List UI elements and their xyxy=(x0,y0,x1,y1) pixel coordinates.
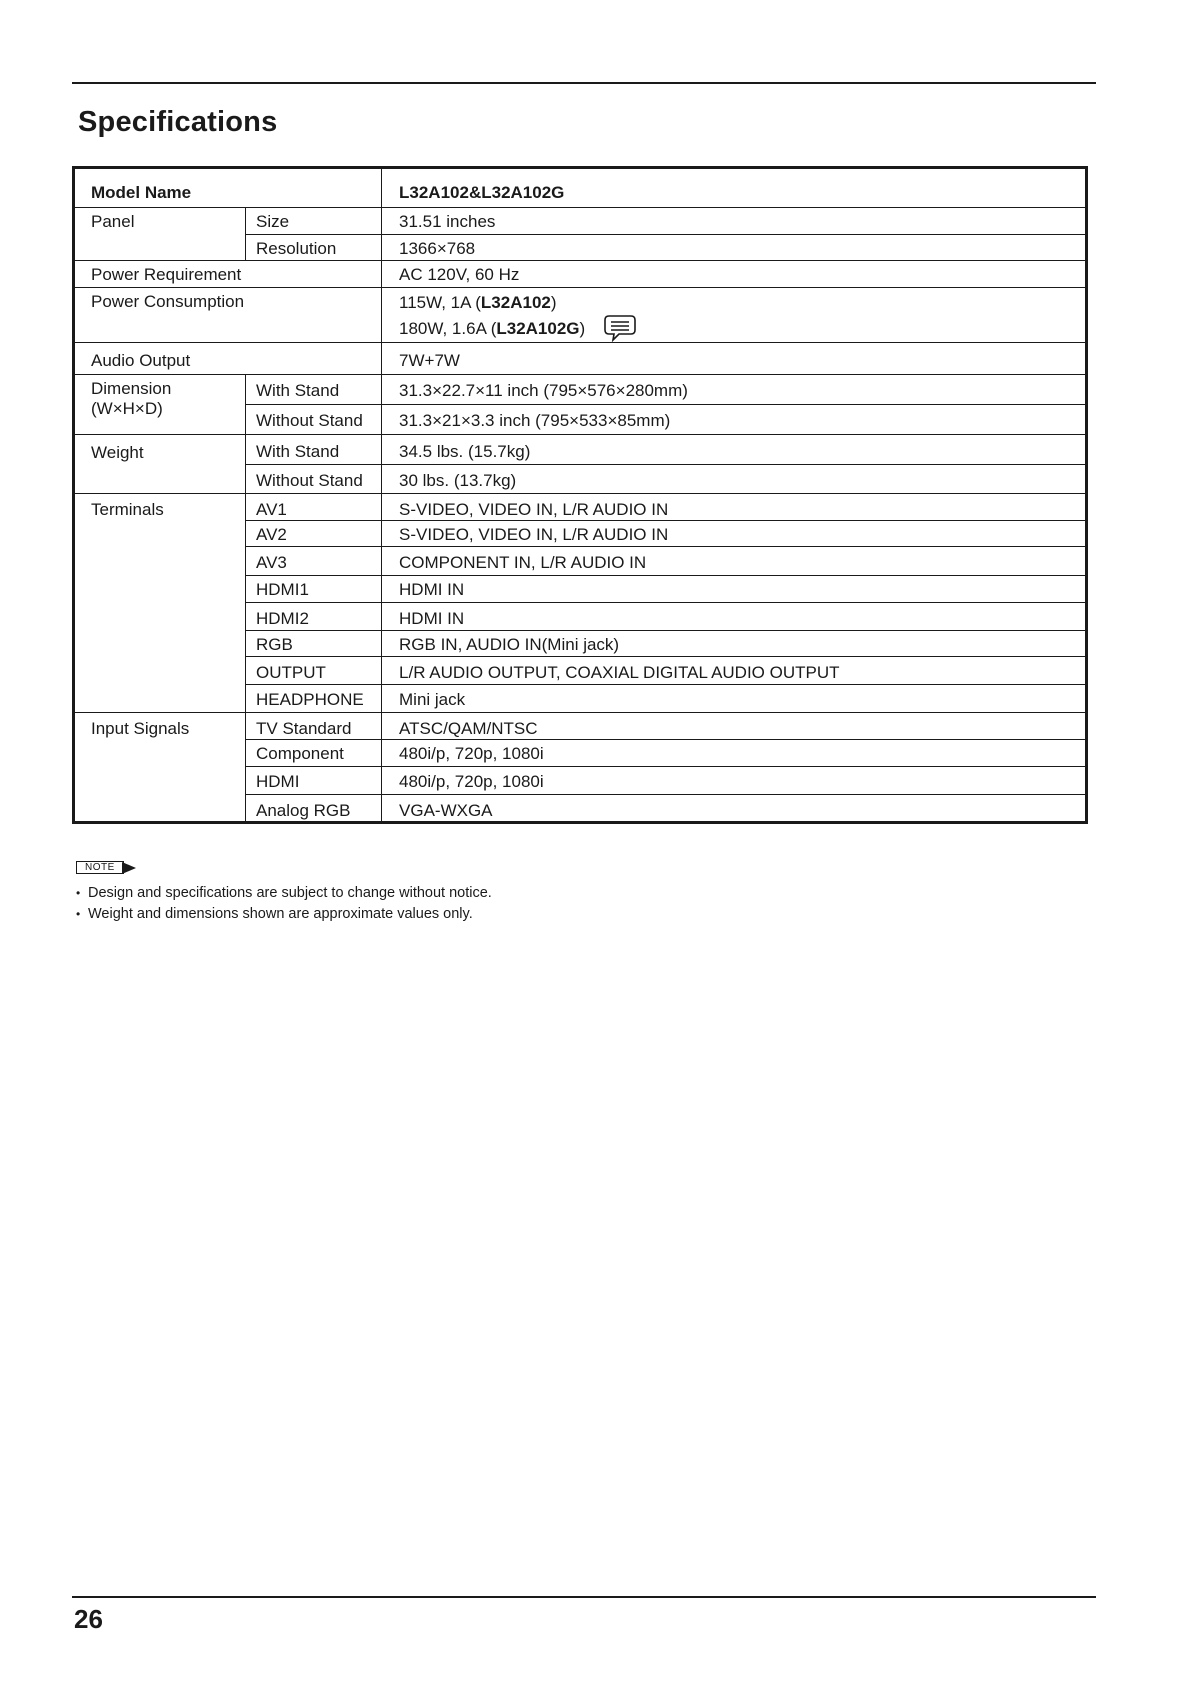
table-row xyxy=(74,374,1087,404)
dimension-label-line-2: (W×H×D) xyxy=(91,398,163,418)
input-signal-name: Analog RGB xyxy=(246,794,382,822)
audio-output-label: Audio Output xyxy=(74,342,382,374)
input-signal-value: 480i/p, 720p, 1080i xyxy=(382,740,1087,767)
power-requirement-label: Power Requirement xyxy=(74,261,382,288)
terminal-value: COMPONENT IN, L/R AUDIO IN xyxy=(382,547,1087,576)
terminal-name: HEADPHONE xyxy=(246,685,382,713)
terminal-name: OUTPUT xyxy=(246,657,382,685)
input-signal-value: ATSC/QAM/NTSC xyxy=(382,713,1087,740)
power-consumption-line-2 xyxy=(399,314,1085,342)
terminal-value: Mini jack xyxy=(382,685,1087,713)
table-row xyxy=(74,208,1087,235)
power-consumption-line-1-model: L32A102 xyxy=(480,292,551,312)
power-consumption-line-1 xyxy=(399,292,1085,314)
table-row xyxy=(74,713,1087,740)
audio-output-value: 7W+7W xyxy=(382,342,1087,374)
specifications-table xyxy=(72,166,1088,824)
input-signal-value: 480i/p, 720p, 1080i xyxy=(382,766,1087,794)
terminals-label: Terminals xyxy=(74,493,246,713)
weight-with-stand-value: 34.5 lbs. (15.7kg) xyxy=(382,434,1087,464)
dimension-with-stand-label: With Stand xyxy=(246,374,382,404)
terminal-value: HDMI IN xyxy=(382,602,1087,630)
table-row xyxy=(74,287,1087,342)
note-text: Weight and dimensions shown are approximate values only. xyxy=(88,905,473,922)
note-item xyxy=(76,883,492,904)
model-name-label: Model Name xyxy=(74,168,382,208)
dimension-without-stand-label: Without Stand xyxy=(246,404,382,434)
dimension-without-stand-value: 31.3×21×3.3 inch (795×533×85mm) xyxy=(382,404,1087,434)
terminal-value: RGB IN, AUDIO IN(Mini jack) xyxy=(382,630,1087,657)
terminal-value: HDMI IN xyxy=(382,576,1087,603)
power-consumption-line-1-prefix: 115W, 1A ( xyxy=(399,292,481,312)
panel-resolution-label: Resolution xyxy=(246,234,382,261)
bullet-icon: • xyxy=(76,885,81,900)
page-number: 26 xyxy=(74,1604,103,1634)
terminal-name: HDMI2 xyxy=(246,602,382,630)
panel-size-label: Size xyxy=(246,208,382,235)
note-box: NOTE xyxy=(76,861,124,874)
terminal-name: AV3 xyxy=(246,547,382,576)
power-consumption-line-2-model: L32A102G xyxy=(496,318,580,338)
bottom-rule xyxy=(72,1596,1096,1598)
power-consumption-line-2-suffix: ) xyxy=(579,318,586,338)
terminal-value: L/R AUDIO OUTPUT, COAXIAL DIGITAL AUDIO OUTPUT xyxy=(382,657,1087,685)
table-row xyxy=(74,342,1087,374)
power-consumption-value xyxy=(382,287,1087,342)
panel-resolution-value: 1366×768 xyxy=(382,234,1087,261)
weight-with-stand-label: With Stand xyxy=(246,434,382,464)
table-row xyxy=(74,434,1087,464)
power-consumption-label: Power Consumption xyxy=(74,287,382,342)
model-name-value: L32A102&L32A102G xyxy=(382,168,1087,208)
note-arrow-icon xyxy=(122,862,136,874)
power-consumption-line-1-suffix: ) xyxy=(550,292,557,312)
input-signal-name: TV Standard xyxy=(246,713,382,740)
weight-label: Weight xyxy=(74,434,246,493)
dimension-label-line-1: Dimension xyxy=(91,378,172,398)
power-requirement-value: AC 120V, 60 Hz xyxy=(382,261,1087,288)
dimension-label xyxy=(74,374,246,434)
top-rule xyxy=(72,82,1096,84)
note-text: Design and specifications are subject to change without notice. xyxy=(88,884,492,901)
input-signal-name: Component xyxy=(246,740,382,767)
table-header-row xyxy=(74,168,1087,208)
terminal-name: AV2 xyxy=(246,520,382,547)
table-row xyxy=(74,261,1087,288)
terminal-name: HDMI1 xyxy=(246,576,382,603)
note-block xyxy=(76,858,492,925)
input-signal-name: HDMI xyxy=(246,766,382,794)
terminal-value: S-VIDEO, VIDEO IN, L/R AUDIO IN xyxy=(382,520,1087,547)
input-signals-label: Input Signals xyxy=(74,713,246,823)
weight-without-stand-value: 30 lbs. (13.7kg) xyxy=(382,464,1087,493)
memo-icon xyxy=(603,314,637,342)
terminal-name: AV1 xyxy=(246,493,382,520)
note-label xyxy=(76,861,136,875)
terminal-value: S-VIDEO, VIDEO IN, L/R AUDIO IN xyxy=(382,493,1087,520)
panel-label: Panel xyxy=(74,208,246,261)
note-item xyxy=(76,904,492,925)
weight-without-stand-label: Without Stand xyxy=(246,464,382,493)
input-signal-value: VGA-WXGA xyxy=(382,794,1087,822)
terminal-name: RGB xyxy=(246,630,382,657)
bullet-icon: • xyxy=(76,906,81,921)
power-consumption-line-2-prefix: 180W, 1.6A ( xyxy=(399,318,497,338)
page-title: Specifications xyxy=(78,106,278,138)
dimension-with-stand-value: 31.3×22.7×11 inch (795×576×280mm) xyxy=(382,374,1087,404)
table-row xyxy=(74,493,1087,520)
panel-size-value: 31.51 inches xyxy=(382,208,1087,235)
